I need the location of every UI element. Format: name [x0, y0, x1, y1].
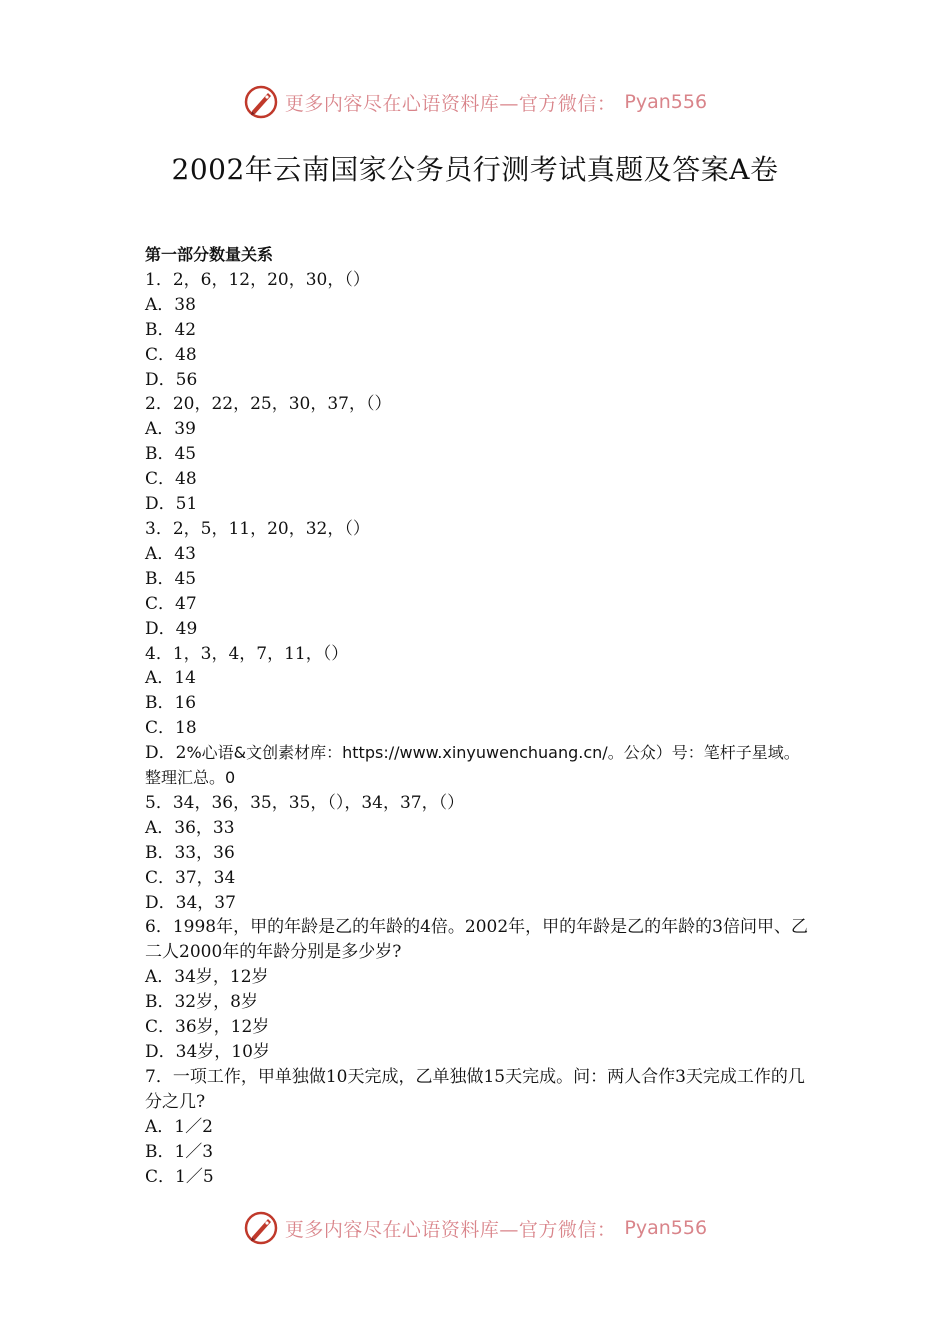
option-c: C．47 — [145, 593, 197, 614]
option-b: B．45 — [145, 444, 197, 465]
option-b: B．32岁，8岁 — [145, 992, 258, 1013]
option-b: B．33，36 — [145, 842, 235, 863]
watermark-ad-text: %心语&文创素材库：https://www.xinyuwenchuang.cn/。公众）号：笔杆子星域。整理汇总。0 — [145, 743, 800, 788]
question-stem: 3．2，5，11，20，32，（） — [145, 518, 370, 539]
option-c: C．48 — [145, 469, 197, 490]
section-heading: 第一部分数量关系 — [145, 245, 274, 264]
pen-logo-icon — [243, 84, 279, 120]
question-stem: 5．34，36，35，35，（），34，37，（） — [145, 792, 465, 813]
option-d — [145, 741, 813, 791]
question-stem: 6．1998年，甲的年龄是乙的年龄的4倍。2002年，甲的年龄是乙的年龄的3倍问甲、乙二人2000年的年龄分别是多少岁? — [145, 917, 808, 963]
banner-text: 更多内容尽在心语资料库—官方微信： — [284, 92, 617, 115]
option-d-prefix: D．2 — [145, 743, 187, 764]
question-stem: 1．2，6，12，20，30，（） — [145, 269, 370, 290]
option-b: B．42 — [145, 319, 197, 340]
option-a: A．36，33 — [145, 817, 235, 838]
option-d: D．34，37 — [145, 892, 236, 913]
option-a: A．1／2 — [145, 1116, 213, 1137]
option-c: C．37，34 — [145, 867, 236, 888]
banner-text: 更多内容尽在心语资料库—官方微信： — [284, 1218, 617, 1241]
wechat-handle: Pyan556 — [624, 91, 708, 113]
question-stem: 4．1，3，4，7，11，（） — [145, 643, 349, 664]
wechat-handle: Pyan556 — [624, 1217, 708, 1239]
page-title: 2002年云南国家公务员行测考试真题及答案A卷 — [171, 153, 779, 186]
option-c: C．18 — [145, 718, 197, 739]
option-b: B．1／3 — [145, 1141, 214, 1162]
header-banner — [0, 84, 950, 120]
option-d: D．49 — [145, 618, 198, 639]
option-c: C．1／5 — [145, 1166, 214, 1187]
question-stem: 7．一项工作，甲单独做10天完成，乙单独做15天完成。问：两人合作3天完成工作的几分之几? — [145, 1066, 805, 1112]
option-a: A．14 — [145, 668, 196, 689]
footer-banner — [0, 1210, 950, 1246]
document-body — [145, 243, 813, 1189]
option-c: C．48 — [145, 344, 197, 365]
option-d: D．34岁，10岁 — [145, 1042, 270, 1062]
option-a: A．43 — [145, 543, 196, 564]
option-a: A．34岁，12岁 — [145, 967, 269, 988]
option-a: A．38 — [145, 294, 196, 315]
option-b: B．16 — [145, 693, 197, 714]
option-d: D．51 — [145, 494, 198, 515]
option-c: C．36岁，12岁 — [145, 1017, 270, 1038]
option-b: B．45 — [145, 568, 197, 589]
pen-logo-icon — [243, 1210, 279, 1246]
option-d: D．56 — [145, 369, 198, 390]
question-stem: 2．20，22，25，30，37，（） — [145, 394, 392, 415]
option-a: A．39 — [145, 419, 196, 440]
